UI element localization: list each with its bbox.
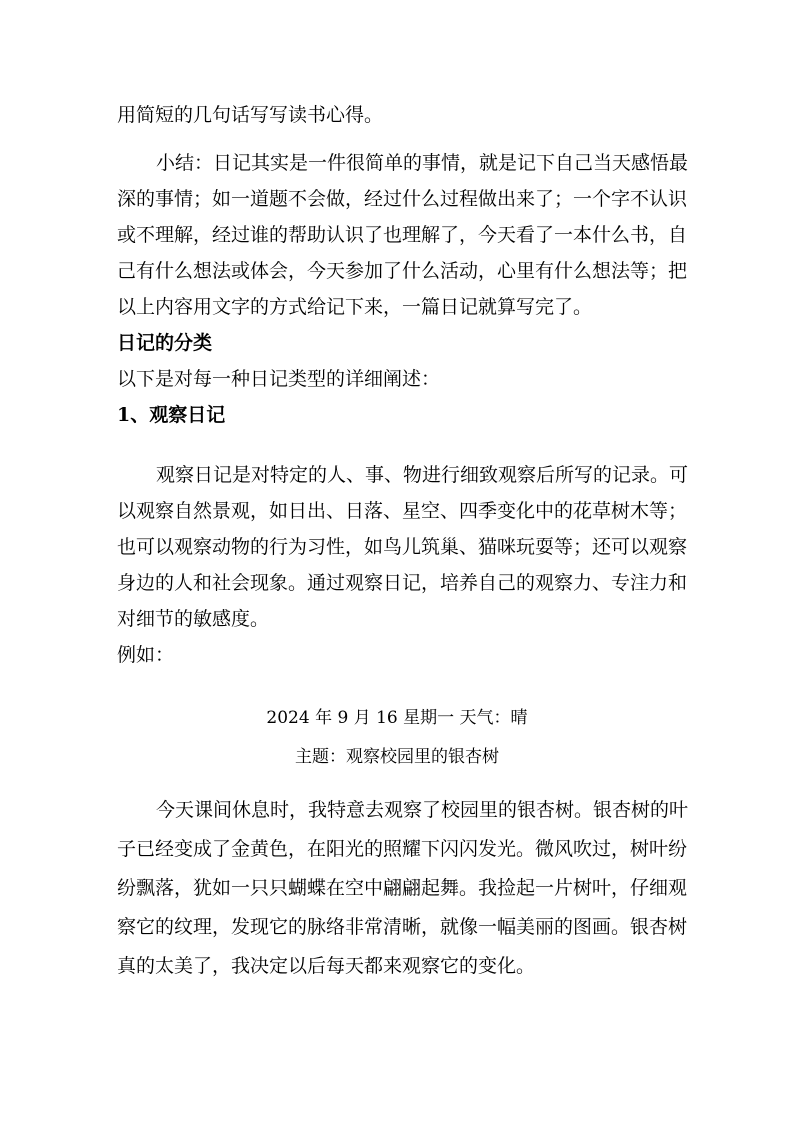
summary-line-2: 深的事情；如一道题不会做，经过什么过程做出来了；一个字不认识 xyxy=(117,188,688,210)
observation-line-5: 对细节的敏感度。 xyxy=(117,608,270,630)
section-intro: 以下是对每一种日记类型的详细阐述： xyxy=(117,368,441,390)
item-heading: 1、观察日记 xyxy=(117,404,226,426)
example-line-4: 察它的纹理，发现它的脉络非常清晰，就像一幅美丽的图画。银杏树 xyxy=(117,916,688,938)
section-heading: 日记的分类 xyxy=(117,332,213,354)
example-line-1: 今天课间休息时，我特意去观察了校园里的银杏树。银杏树的叶 xyxy=(156,799,689,821)
example-line-3: 纷飘落，犹如一只只蝴蝶在空中翩翩起舞。我捡起一片树叶，仔细观 xyxy=(117,877,688,899)
observation-line-1: 观察日记是对特定的人、事、物进行细致观察后所写的记录。可 xyxy=(156,464,689,486)
example-theme-line: 主题：观察校园里的银杏树 xyxy=(295,747,499,767)
example-line-2: 子已经变成了金黄色，在阳光的照耀下闪闪发光。微风吹过，树叶纷 xyxy=(117,838,688,860)
summary-line-1: 小结：日记其实是一件很简单的事情，就是记下自己当天感悟最 xyxy=(156,152,689,174)
summary-line-5: 以上内容用文字的方式给记下来，一篇日记就算写完了。 xyxy=(117,296,593,318)
summary-line-4: 己有什么想法或体会，今天参加了什么活动，心里有什么想法等；把 xyxy=(117,260,688,282)
observation-line-2: 以观察自然景观，如日出、日落、星空、四季变化中的花草树木等； xyxy=(117,500,688,522)
example-date-line: 2024 年 9 月 16 星期一 天气：晴 xyxy=(266,708,528,728)
intro-line: 用简短的几句话写写读书心得。 xyxy=(117,104,384,126)
observation-line-4: 身边的人和社会现象。通过观察日记，培养自己的观察力、专注力和 xyxy=(117,572,688,594)
example-label: 例如： xyxy=(117,644,175,666)
summary-line-3: 或不理解，经过谁的帮助认识了也理解了，今天看了一本什么书，自 xyxy=(117,224,688,246)
observation-line-3: 也可以观察动物的行为习性，如鸟儿筑巢、猫咪玩耍等；还可以观察 xyxy=(117,536,688,558)
example-line-5: 真的太美了，我决定以后每天都来观察它的变化。 xyxy=(117,955,536,977)
